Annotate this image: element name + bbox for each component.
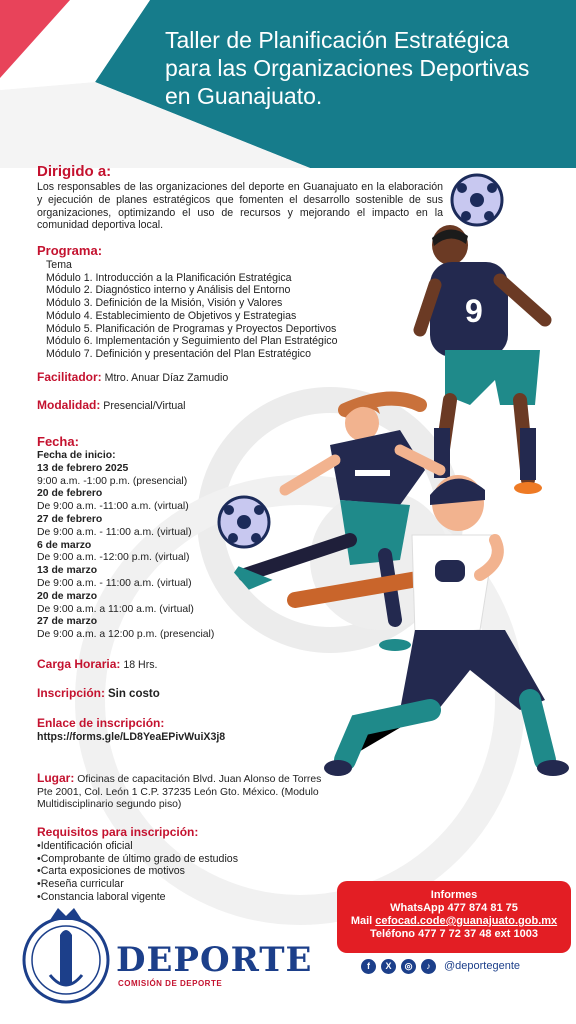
session-date: 13 de febrero 2025 [37, 462, 129, 474]
programa-label: Programa: [37, 243, 103, 258]
session-date: 13 de marzo [37, 565, 98, 577]
lugar-line-3: Multidisciplinario segundo piso) [37, 799, 182, 811]
facilitador-value: Mtro. Anuar Díaz Zamudio [104, 372, 229, 384]
facilitador-label: Facilitador: [37, 370, 102, 384]
session-date: 20 de febrero [37, 488, 103, 500]
deporte-brand: DEPORTE [116, 940, 313, 980]
session-date: 20 de marzo [37, 590, 98, 602]
session-date: 27 de febrero [37, 513, 103, 525]
informes-mail-row [337, 915, 571, 928]
lugar-line-2: Pte 2001, Col. León 1 C.P. 37235 León Gto. México. (Modulo [37, 786, 319, 798]
session-date: 27 de marzo [37, 616, 98, 628]
dirigido-text: Los responsables de las organizaciones del deporte en Guanajuato en la elaboración y ejecución de planes estratégicos que fomenten el desarrollo sostenible de sus organizaciones, optimizando el uso de recursos y mejorando el impacto en la comunidad deportiva local. [37, 181, 443, 232]
programa-item: Módulo 6. Implementación y Seguimiento del Plan Estratégico [46, 335, 338, 348]
soccer-player-9 [420, 225, 545, 494]
soccer-ball-icon [452, 175, 502, 225]
programa-item: Módulo 7. Definición y presentación del Plan Estratégico [46, 347, 311, 360]
carga-row [37, 657, 157, 671]
modalidad-row [37, 398, 186, 412]
fecha-label: Fecha: [37, 434, 79, 449]
requisito-item: •Identificación oficial [37, 840, 133, 852]
x-icon[interactable]: X [381, 959, 396, 974]
svg-text:9: 9 [465, 293, 483, 329]
lugar-line-1: Oficinas de capacitación Blvd. Juan Alonso de Torres [77, 774, 322, 785]
title-line-3: en Guanajuato. [165, 83, 323, 109]
title-line-2: para las Organizaciones Deportivas [165, 55, 530, 81]
requisito-item: •Constancia laboral vigente [37, 890, 166, 903]
informes-mail-link[interactable]: cefocad.code@guanajuato.gob.mx [375, 915, 558, 927]
session-time: De 9:00 a.m. -11:00 a.m. (virtual) [37, 501, 189, 513]
requisito-item: •Reseña curricular [37, 878, 124, 891]
soccer-ball-icon-2 [219, 497, 269, 547]
enlace-link[interactable]: https://forms.gle/LD8YeaEPivWuiX3j8 [37, 731, 226, 743]
programa-item: Módulo 2. Diagnóstico interno y Análisis del Entorno [46, 284, 291, 297]
programa-item: Módulo 4. Establecimiento de Objetivos y Estrategias [46, 309, 297, 322]
session-date: 6 de marzo [37, 539, 92, 551]
programa-item: Módulo 1. Introducción a la Planificación Estratégica [46, 271, 292, 284]
requisitos-list [37, 840, 238, 904]
inscripcion-label: Inscripción: [37, 686, 106, 700]
programa-item: Tema [46, 259, 72, 271]
programa-list [46, 259, 338, 361]
session-time: De 9:00 a.m. - 11:00 a.m. (virtual) [37, 526, 192, 538]
session-time: De 9:00 a.m. a 11:00 a.m. (virtual) [37, 603, 194, 615]
title-line-1: Taller de Planificación Estratégica [165, 27, 509, 53]
comision-subtitle: COMISIÓN DE DEPORTE [118, 979, 223, 988]
enlace-label: Enlace de inscripción: [37, 716, 165, 730]
social-handle: @deportegente [444, 960, 521, 972]
facilitador-row [37, 370, 228, 384]
informes-whatsapp: WhatsApp 477 874 81 75 [390, 902, 518, 914]
fecha-list [37, 450, 214, 642]
informes-telefono: Teléfono 477 7 72 37 48 ext 1003 [370, 928, 538, 940]
informes-mail-label: Mail [350, 915, 376, 927]
carga-label: Carga Horaria: [37, 657, 121, 671]
informes-box [337, 881, 571, 953]
tiktok-icon[interactable]: ♪ [421, 959, 436, 974]
modalidad-value: Presencial/Virtual [103, 400, 186, 412]
instagram-icon[interactable]: ◎ [401, 959, 416, 974]
lugar-label: Lugar: [37, 771, 75, 785]
session-time: De 9:00 a.m. - 11:00 a.m. (virtual) [37, 577, 192, 589]
dirigido-label: Dirigido a: [37, 163, 112, 180]
requisitos-label: Requisitos para inscripción: [37, 825, 199, 839]
inscripcion-row [37, 686, 160, 700]
programa-item: Módulo 5. Planificación de Programas y Proyectos Deportivos [46, 322, 337, 335]
requisito-item: •Carta exposiciones de motivos [37, 865, 185, 878]
requisito-item: •Comprobante de último grado de estudios [37, 852, 238, 865]
session-time: De 9:00 a.m. a 12:00 p.m. (presencial) [37, 629, 215, 641]
social-row [361, 958, 520, 974]
facebook-icon[interactable]: f [361, 959, 376, 974]
inscripcion-value: Sin costo [107, 688, 160, 700]
carga-value: 18 Hrs. [123, 659, 158, 671]
session-time: De 9:00 a.m. -12:00 p.m. (virtual) [37, 552, 190, 564]
lugar-block [37, 772, 321, 812]
modalidad-label: Modalidad: [37, 398, 101, 412]
programa-item: Módulo 3. Definición de la Misión, Visión y Valores [46, 297, 283, 310]
fecha-inicio-label: Fecha de inicio: [37, 450, 116, 461]
informes-title: Informes [430, 889, 478, 901]
session-time: 9:00 a.m. -1:00 p.m. (presencial) [37, 475, 188, 487]
